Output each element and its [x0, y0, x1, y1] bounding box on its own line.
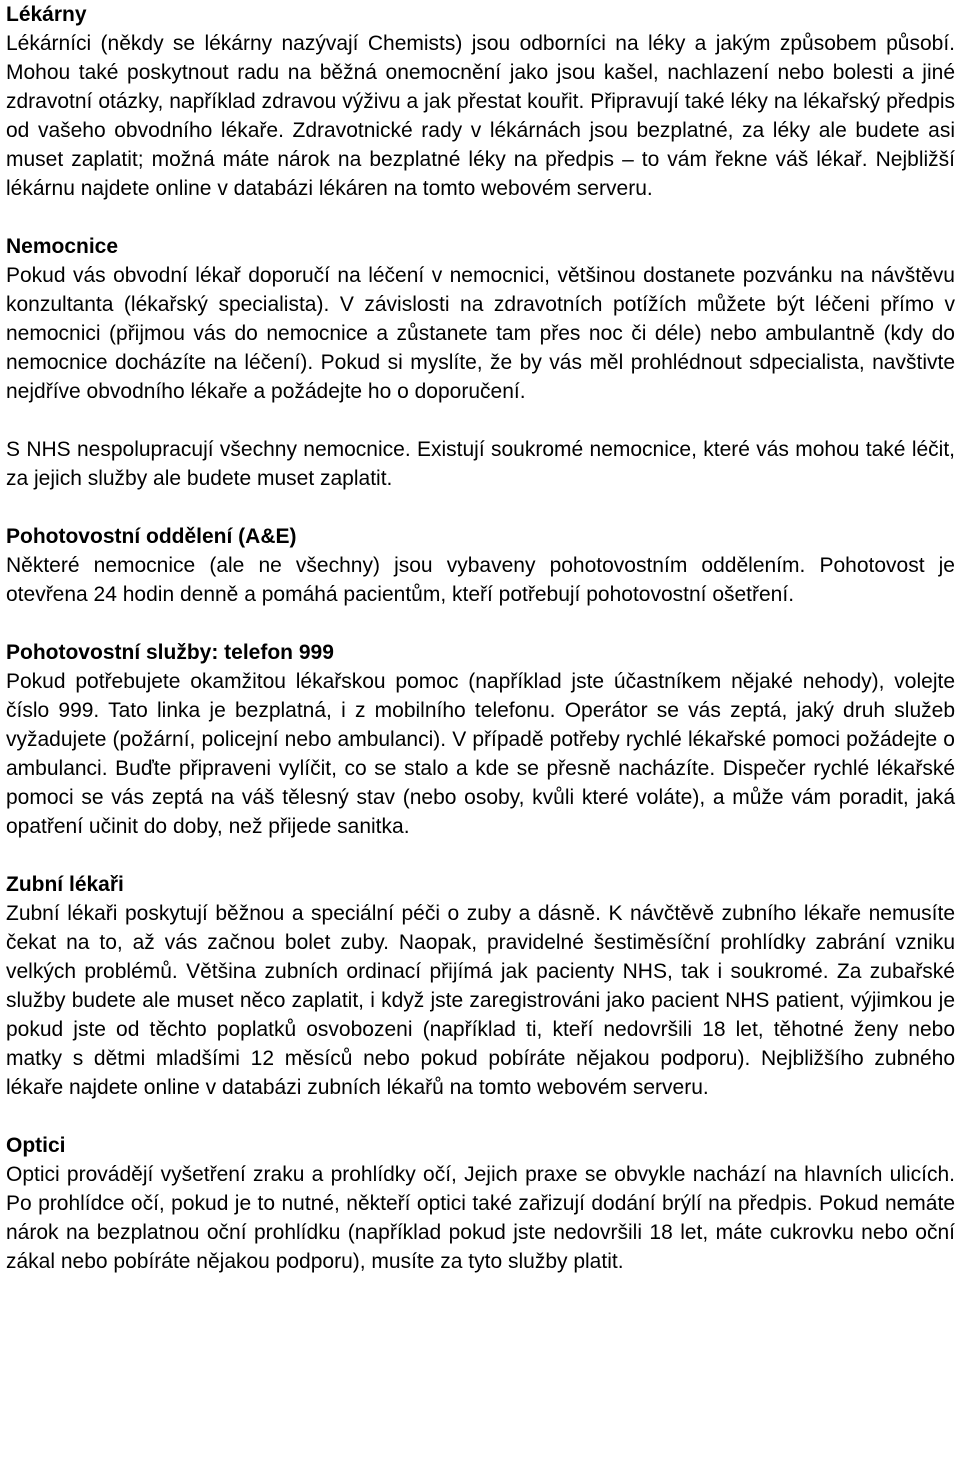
section-paragraph: Pokud potřebujete okamžitou lékařskou pomoc (například jste účastníkem nějaké nehody), volejte číslo 999. Tato linka je bezplatná, i z mobilního telefonu. Operátor se vás zeptá, jaký druh služeb vyžadujete (požární, policejní nebo ambulanci). V případě potřeby rychlé lékařské pomoci požádejte o ambulanci. Buďte připraveni vylíčit, co se stalo a kde se přesně nacházíte. Dispečer rychlé lékařské pomoci se vás zeptá na váš tělesný stav (nebo osoby, kvůli které voláte), a může vám poradit, jaká opatření učinit do doby, než přijede sanitka.: [6, 670, 955, 838]
section-heading: Nemocnice: [6, 235, 119, 258]
section-optici: [6, 1131, 955, 1276]
section-zubni-lekari: [6, 870, 955, 1102]
section-heading: Optici: [6, 1134, 66, 1157]
section-heading: Pohotovostní služby: telefon 999: [6, 641, 334, 664]
section-nemocnice: [6, 232, 955, 493]
spacer: [6, 1102, 955, 1131]
section-pohotovostni-oddeleni: [6, 522, 955, 609]
spacer: [6, 493, 955, 522]
section-heading: Zubní lékaři: [6, 873, 124, 896]
spacer: [6, 203, 955, 232]
spacer: [6, 841, 955, 870]
section-paragraph: Zubní lékaři poskytují běžnou a speciální péči o zuby a dásně. K návčtěvě zubního lékaře nemusíte čekat na to, až vás začnou bolet zuby. Naopak, pravidelné šestiměsíční prohlídky zabrání vzniku velkých problémů. Většina zubních ordinací přijímá jak pacienty NHS, tak i soukromé. Za zubařské služby budete ale muset něco zaplatit, i když jste zaregistrováni jako pacient NHS patient, výjimkou je pokud jste od těchto poplatků osvobozeni (například ti, kteří nedovršili 18 let, těhotné ženy nebo matky s dětmi mladšími 12 měsíců nebo pokud pobíráte nějakou podporu). Nejbližšího zubného lékaře najdete online v databázi zubních lékařů na tomto webovém serveru.: [6, 902, 955, 1099]
section-paragraph: Některé nemocnice (ale ne všechny) jsou vybaveny pohotovostním oddělením. Pohotovost je otevřena 24 hodin denně a pomáhá pacientům, kteří potřebují pohotovostní ošetření.: [6, 554, 955, 606]
spacer: [6, 609, 955, 638]
document-page: [6, 0, 955, 1276]
section-lekarny: [6, 0, 955, 203]
section-paragraph: S NHS nespolupracují všechny nemocnice. Existují soukromé nemocnice, které vás mohou také léčit, za jejich služby ale budete muset zaplatit.: [6, 438, 955, 490]
spacer: [6, 406, 955, 435]
section-paragraph: Pokud vás obvodní lékař doporučí na léčení v nemocnici, většinou dostanete pozvánku na návštěvu konzultanta (lékařský specialista). V závislosti na zdravotních potížích můžete být léčeni přímo v nemocnici (přijmou vás do nemocnice a zůstanete tam přes noc či déle) nebo ambulantně (kdy do nemocnice docházíte na léčení). Pokud si myslíte, že by vás měl prohlédnout sdpecialista, navštivte nejdříve obvodního lékaře a požádejte ho o doporučení.: [6, 264, 955, 403]
section-paragraph: Lékárníci (někdy se lékárny nazývají Chemists) jsou odborníci na léky a jakým způsobem působí. Mohou také poskytnout radu na běžná onemocnění jako jsou kašel, nachlazení nebo bolesti a jiné zdravotní otázky, například zdravou výživu a jak přestat kouřit. Připravují také léky na lékařský předpis od vašeho obvodního lékaře. Zdravotnické rady v lékárnách jsou bezplatné, za léky ale budete asi muset zaplatit; možná máte nárok na bezplatné léky na předpis – to vám řekne váš lékař. Nejbližší lékárnu najdete online v databázi lékáren na tomto webovém serveru.: [6, 32, 955, 200]
section-heading: Pohotovostní oddělení (A&E): [6, 525, 297, 548]
section-heading: Lékárny: [6, 3, 87, 26]
section-paragraph: Optici provádějí vyšetření zraku a prohlídky očí, Jejich praxe se obvykle nachází na hlavních ulicích. Po prohlídce očí, pokud je to nutné, někteří optici také zařizují dodání brýlí na předpis. Pokud nemáte nárok na bezplatnou oční prohlídku (například pokud jste nedovršili 18 let, máte cukrovku nebo oční zákal nebo pobíráte nějakou podporu), musíte za tyto služby platit.: [6, 1163, 955, 1273]
section-pohotovostni-sluzby: [6, 638, 955, 841]
